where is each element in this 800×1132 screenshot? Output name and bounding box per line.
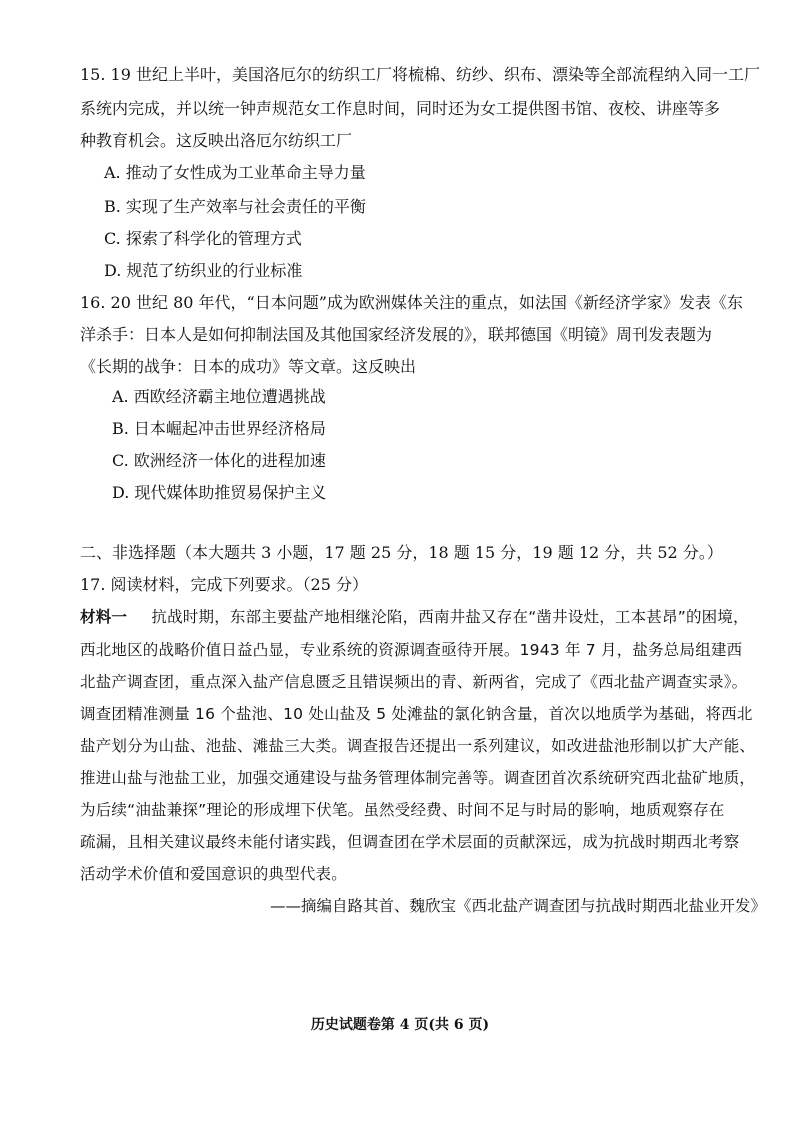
q15-option-d: D. 规范了纺织业的行业标准 <box>104 261 303 280</box>
material-1-line-1 <box>80 606 749 628</box>
material-1-text: 抗战时期，东部主要盐产地相继沦陷，西南井盐又存在“凿井设灶，工本甚昂”的困境， <box>151 608 749 626</box>
material-1-line-4: 调查团精准测量 16 个盐池、10 处山盐及 5 处滩盐的氯化钠含量，首次以地质学为基础，将西北 <box>80 705 753 723</box>
material-1-line-8: 疏漏，且相关建议最终未能付诸实践，但调查团在学术层面的贡献深远，成为抗战时期西北考察 <box>80 833 740 851</box>
material-1-line-5: 盐产划分为山盐、池盐、滩盐三大类。调查报告还提出一系列建议，如改进盐池形制以扩大产能、 <box>80 737 756 755</box>
q15-stem-line-2: 系统内完成，并以统一钟声规范女工作息时间，同时还为女工提供图书馆、夜校、讲座等多 <box>80 99 721 118</box>
page-footer: 历史试题卷第 4 页(共 6 页) <box>310 1017 490 1033</box>
q16-stem-line-1: 16. 20 世纪 80 年代，“日本问题”成为欧洲媒体关注的重点，如法国《新经济学家》发表《东 <box>80 293 743 312</box>
section-2-heading: 二、非选择题（本大题共 3 小题，17 题 25 分，18 题 15 分，19 题 12 分，共 52 分。） <box>80 543 723 562</box>
material-1-line-2: 西北地区的战略价值日益凸显，专业系统的资源调查亟待开展。1943 年 7 月，盐务总局组建西 <box>80 641 743 659</box>
q16-option-c: C. 欧洲经济一体化的进程加速 <box>112 451 326 470</box>
q15-stem-line-1: 15. 19 世纪上半叶，美国洛厄尔的纺织工厂将梳棉、纺纱、织布、漂染等全部流程纳入同一工厂 <box>80 65 760 84</box>
material-1-line-7: 为后续“油盐兼探”理论的形成埋下伏笔。虽然受经费、时间不足与时局的影响，地质观察存在 <box>80 801 725 819</box>
q16-option-a: A. 西欧经济霸主地位遭遇挑战 <box>112 387 326 406</box>
q16-option-d: D. 现代媒体助推贸易保护主义 <box>112 483 327 502</box>
material-1-line-9: 活动学术价值和爱国意识的典型代表。 <box>80 865 347 883</box>
q15-stem-line-3: 种教育机会。这反映出洛厄尔纺织工厂 <box>80 131 353 150</box>
q16-stem-line-3: 《长期的战争：日本的成功》等文章。这反映出 <box>80 357 417 376</box>
q15-option-b: B. 实现了生产效率与社会责任的平衡 <box>104 197 366 216</box>
q15-option-a: A. 推动了女性成为工业革命主导力量 <box>104 163 366 182</box>
q17-stem: 17. 阅读材料，完成下列要求。（25 分） <box>80 575 368 594</box>
material-1-label: 材料一 <box>80 608 128 626</box>
material-1-line-3: 北盐产调查团，重点深入盐产信息匮乏且错误频出的青、新两省，完成了《西北盐产调查实录》。 <box>80 673 748 691</box>
material-1-line-6: 推进山盐与池盐工业，加强交通建设与盐务管理体制完善等。调查团首次系统研究西北盐矿地质， <box>80 769 756 787</box>
material-1-source: ——摘编自路其首、魏欣宝《西北盐产调查团与抗战时期西北盐业开发》 <box>270 897 767 915</box>
q15-option-c: C. 探索了科学化的管理方式 <box>104 229 302 248</box>
q16-stem-line-2: 洋杀手：日本人是如何抑制法国及其他国家经济发展的》，联邦德国《明镜》周刊发表题为 <box>80 325 713 344</box>
q16-option-b: B. 日本崛起冲击世界经济格局 <box>112 419 326 438</box>
